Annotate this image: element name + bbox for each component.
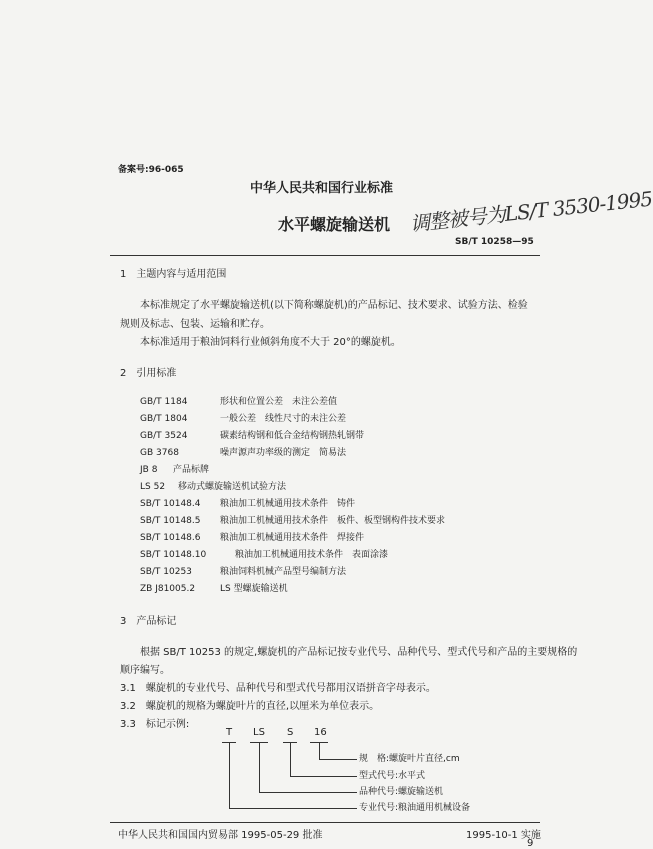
leader-line xyxy=(259,742,260,792)
handwritten-note: 调整被号为LS/T 3530-1995 xyxy=(408,186,653,236)
issuer-text: 中华人民共和国国内贸易部 1995-05-29 批准 xyxy=(118,830,323,841)
reference-item: GB/T 1804 一般公差 线性尺寸的未注公差 xyxy=(140,414,347,424)
effective-date: 1995-10-1 实施 xyxy=(466,830,541,841)
page-title: 水平螺旋输送机 xyxy=(278,215,391,234)
leader-line xyxy=(290,776,357,777)
reference-item: JB 8 产品标牌 xyxy=(140,465,210,475)
leader-line xyxy=(259,792,357,793)
section-3-paragraph-a: 根据 SB/T 10253 的规定,螺旋机的产品标记按专业代号、品种代号、型式代号和产品的主要规格的 xyxy=(140,647,578,658)
marking-label: 专业代号:粮油通用机械设备 xyxy=(359,803,471,813)
reference-item: ZB J81005.2 LS 型螺旋输送机 xyxy=(140,584,288,594)
clause-3-1: 3.1 螺旋机的专业代号、品种代号和型式代号都用汉语拼音字母表示。 xyxy=(120,683,436,694)
code-letter: S xyxy=(287,727,294,738)
section-1-paragraph-2: 本标准适用于粮油饲料行业倾斜角度不大于 20°的螺旋机。 xyxy=(140,337,401,348)
section-3-paragraph-b: 顺序编写。 xyxy=(120,665,170,676)
section-1-paragraph-1b: 规则及标志、包装、运输和贮存。 xyxy=(120,319,270,330)
leader-line xyxy=(319,759,357,760)
leader-line xyxy=(319,742,320,759)
standard-code: SB/T 10258—95 xyxy=(455,237,534,247)
page-number: 9 xyxy=(527,838,534,849)
header-divider xyxy=(110,255,540,256)
reference-item: GB/T 3524 碳素结构钢和低合金结构钢热轧钢带 xyxy=(140,431,365,441)
section-3-heading: 3 产品标记 xyxy=(120,616,177,627)
section-1-heading: 1 主题内容与适用范围 xyxy=(120,269,227,280)
standard-org: 中华人民共和国行业标准 xyxy=(250,181,394,196)
reference-item: SB/T 10148.5 粮油加工机械通用技术条件 板件、板型钢构件技术要求 xyxy=(140,516,446,526)
code-letter: 16 xyxy=(314,727,327,738)
leader-line xyxy=(229,742,230,808)
clause-3-2: 3.2 螺旋机的规格为螺旋叶片的直径,以厘米为单位表示。 xyxy=(120,701,380,712)
reference-item: SB/T 10253 粮油饲料机械产品型号编制方法 xyxy=(140,567,347,577)
reference-item: SB/T 10148.6 粮油加工机械通用技术条件 焊接件 xyxy=(140,533,365,543)
marking-label: 品种代号:螺旋输送机 xyxy=(359,787,444,797)
marking-label: 规 格:螺旋叶片直径,cm xyxy=(359,754,460,764)
reference-item: LS 52 移动式螺旋输送机试验方法 xyxy=(140,482,287,492)
reference-item: SB/T 10148.10 粮油加工机械通用技术条件 表面涂漆 xyxy=(140,550,389,560)
reference-item: GB 3768 噪声源声功率级的测定 简易法 xyxy=(140,448,347,458)
leader-line xyxy=(229,808,357,809)
reference-item: GB/T 1184 形状和位置公差 未注公差值 xyxy=(140,397,338,407)
leader-line xyxy=(290,742,291,776)
reference-item: SB/T 10148.4 粮油加工机械通用技术条件 铸件 xyxy=(140,499,356,509)
filing-number: 备案号:96-065 xyxy=(118,165,184,175)
section-1-paragraph-1a: 本标准规定了水平螺旋输送机(以下简称螺旋机)的产品标记、技术要求、试验方法、检验 xyxy=(140,300,528,311)
code-letter: T xyxy=(226,727,233,738)
marking-label: 型式代号:水平式 xyxy=(359,771,426,781)
code-letter: LS xyxy=(253,727,265,738)
section-2-heading: 2 引用标准 xyxy=(120,368,177,379)
clause-3-3: 3.3 标记示例: xyxy=(120,719,190,730)
footer-divider xyxy=(110,822,540,823)
